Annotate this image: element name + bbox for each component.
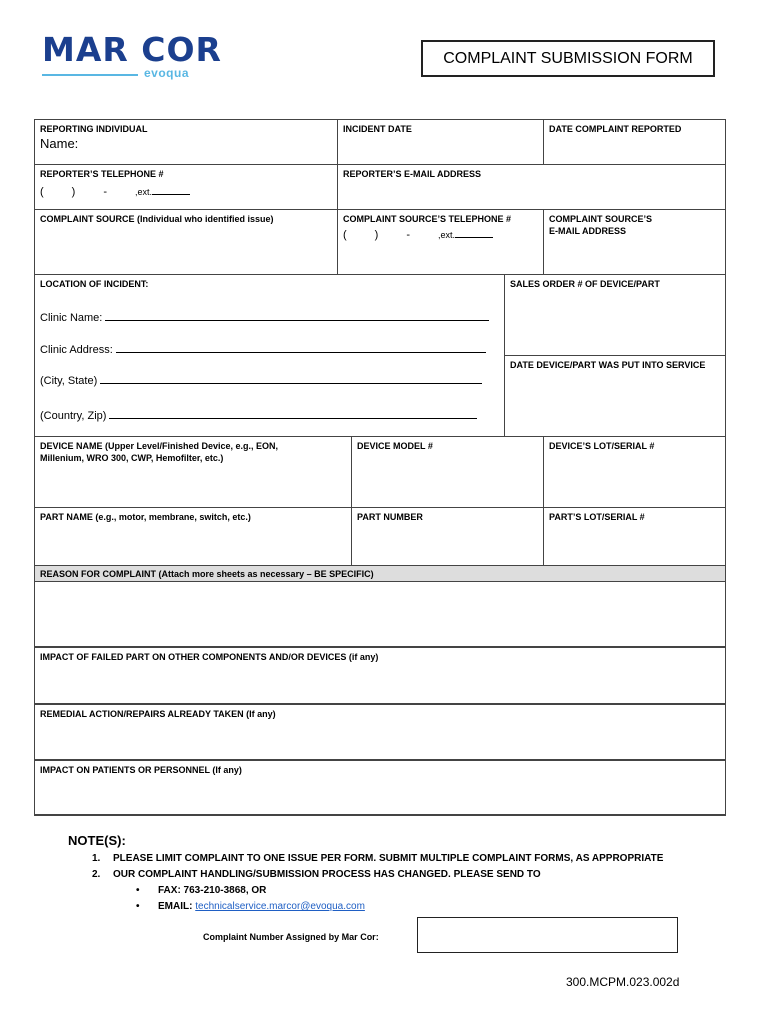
impact-patients-label: IMPACT ON PATIENTS OR PERSONNEL (If any) xyxy=(40,765,242,775)
date-service-field[interactable] xyxy=(504,355,726,437)
device-name-label-1: DEVICE NAME (Upper Level/Finished Device, e.g., EON, xyxy=(40,441,279,451)
city-state-label: (City, State) xyxy=(40,375,98,387)
email-bullet: • xyxy=(136,901,140,912)
device-name-label-2: Millenium, WRO 300, CWP, Hemofilter, etc.) xyxy=(40,453,224,464)
note-2: OUR COMPLAINT HANDLING/SUBMISSION PROCESS HAS CHANGED. PLEASE SEND TO xyxy=(113,869,541,880)
source-phone-label: COMPLAINT SOURCE’S TELEPHONE # xyxy=(343,214,512,224)
note-1-number: 1. xyxy=(92,853,101,864)
remedial-label: REMEDIAL ACTION/REPAIRS ALREADY TAKEN (If any) xyxy=(40,709,276,719)
clinic-name-label: Clinic Name: xyxy=(40,312,103,324)
source-email-label-2: E-MAIL ADDRESS xyxy=(549,226,627,237)
reason-field[interactable] xyxy=(34,581,726,647)
impact-patients-field[interactable] xyxy=(34,759,726,816)
remedial-field[interactable] xyxy=(34,703,726,760)
email-link[interactable]: technicalservice.marcor@evoqua.com xyxy=(195,901,365,912)
part-name-label: PART NAME (e.g., motor, membrane, switch, etc.) xyxy=(40,512,251,522)
country-zip-label: (Country, Zip) xyxy=(40,410,107,422)
reporter-email-field[interactable] xyxy=(337,164,726,210)
reporter-phone-label: REPORTER’S TELEPHONE # xyxy=(40,169,164,179)
sales-order-field[interactable] xyxy=(504,274,726,356)
location-label: LOCATION OF INCIDENT: xyxy=(40,279,149,289)
notes-title: NOTE(S): xyxy=(68,833,126,848)
logo-divider xyxy=(42,74,138,76)
form-title-text: COMPLAINT SUBMISSION FORM xyxy=(443,49,693,67)
clinic-address-line[interactable] xyxy=(40,342,486,356)
reporting-individual-label: REPORTING INDIVIDUAL xyxy=(40,124,148,134)
complaint-source-label: COMPLAINT SOURCE (Individual who identified issue) xyxy=(40,214,274,224)
device-name-field[interactable] xyxy=(34,436,352,508)
clinic-name-line[interactable] xyxy=(40,310,489,324)
fax-note: FAX: 763-210-3868, OR xyxy=(158,885,267,896)
date-service-label: DATE DEVICE/PART WAS PUT INTO SERVICE xyxy=(510,360,706,370)
part-name-field[interactable] xyxy=(34,507,352,566)
form-code: 300.MCPM.023.002d xyxy=(566,975,680,989)
impact-failed-field[interactable] xyxy=(34,646,726,704)
reason-header xyxy=(34,565,726,582)
country-zip-line[interactable] xyxy=(40,408,477,422)
part-number-field[interactable] xyxy=(351,507,544,566)
device-model-field[interactable] xyxy=(351,436,544,508)
reporter-phone-field[interactable] xyxy=(34,164,338,210)
email-note xyxy=(158,901,365,912)
source-email-label-1: COMPLAINT SOURCE’S xyxy=(549,214,653,224)
part-lot-field[interactable] xyxy=(543,507,726,566)
incident-date-field[interactable] xyxy=(337,119,544,165)
logo-mar-cor: MAR COR xyxy=(42,30,222,69)
reporter-phone-format: ( ) - ,ext. xyxy=(40,184,332,200)
note-1: PLEASE LIMIT COMPLAINT TO ONE ISSUE PER FORM. SUBMIT MULTIPLE COMPLAINT FORMS, AS APPROPRIATE xyxy=(113,853,664,864)
reporting-individual-field[interactable] xyxy=(34,119,338,165)
date-reported-field[interactable] xyxy=(543,119,726,165)
fax-bullet: • xyxy=(136,885,140,896)
part-number-label: PART NUMBER xyxy=(357,512,423,522)
complaint-number-input[interactable] xyxy=(417,917,678,953)
reporter-email-label: REPORTER’S E-MAIL ADDRESS xyxy=(343,169,482,179)
device-lot-label: DEVICE’S LOT/SERIAL # xyxy=(549,441,655,451)
sales-order-label: SALES ORDER # OF DEVICE/PART xyxy=(510,279,660,289)
name-label: Name: xyxy=(40,136,79,152)
impact-failed-label: IMPACT OF FAILED PART ON OTHER COMPONENTS AND/OR DEVICES (if any) xyxy=(40,652,379,662)
reason-label: REASON FOR COMPLAINT (Attach more sheets as necessary – BE SPECIFIC) xyxy=(40,569,374,579)
complaint-source-field[interactable] xyxy=(34,209,338,275)
complaint-number-label: Complaint Number Assigned by Mar Cor: xyxy=(203,932,379,942)
clinic-address-label: Clinic Address: xyxy=(40,344,113,356)
source-phone-format: ( ) - ,ext. xyxy=(343,227,538,243)
source-email-field[interactable] xyxy=(543,209,726,275)
incident-date-label: INCIDENT DATE xyxy=(343,124,412,134)
logo-evoqua: evoqua xyxy=(144,66,190,80)
source-phone-field[interactable] xyxy=(337,209,544,275)
note-2-number: 2. xyxy=(92,869,101,880)
device-lot-field[interactable] xyxy=(543,436,726,508)
part-lot-label: PART’S LOT/SERIAL # xyxy=(549,512,645,522)
city-state-line[interactable] xyxy=(40,373,482,387)
device-model-label: DEVICE MODEL # xyxy=(357,441,433,451)
date-reported-label: DATE COMPLAINT REPORTED xyxy=(549,124,682,134)
email-label: EMAIL: xyxy=(158,901,193,912)
form-title xyxy=(421,40,715,77)
